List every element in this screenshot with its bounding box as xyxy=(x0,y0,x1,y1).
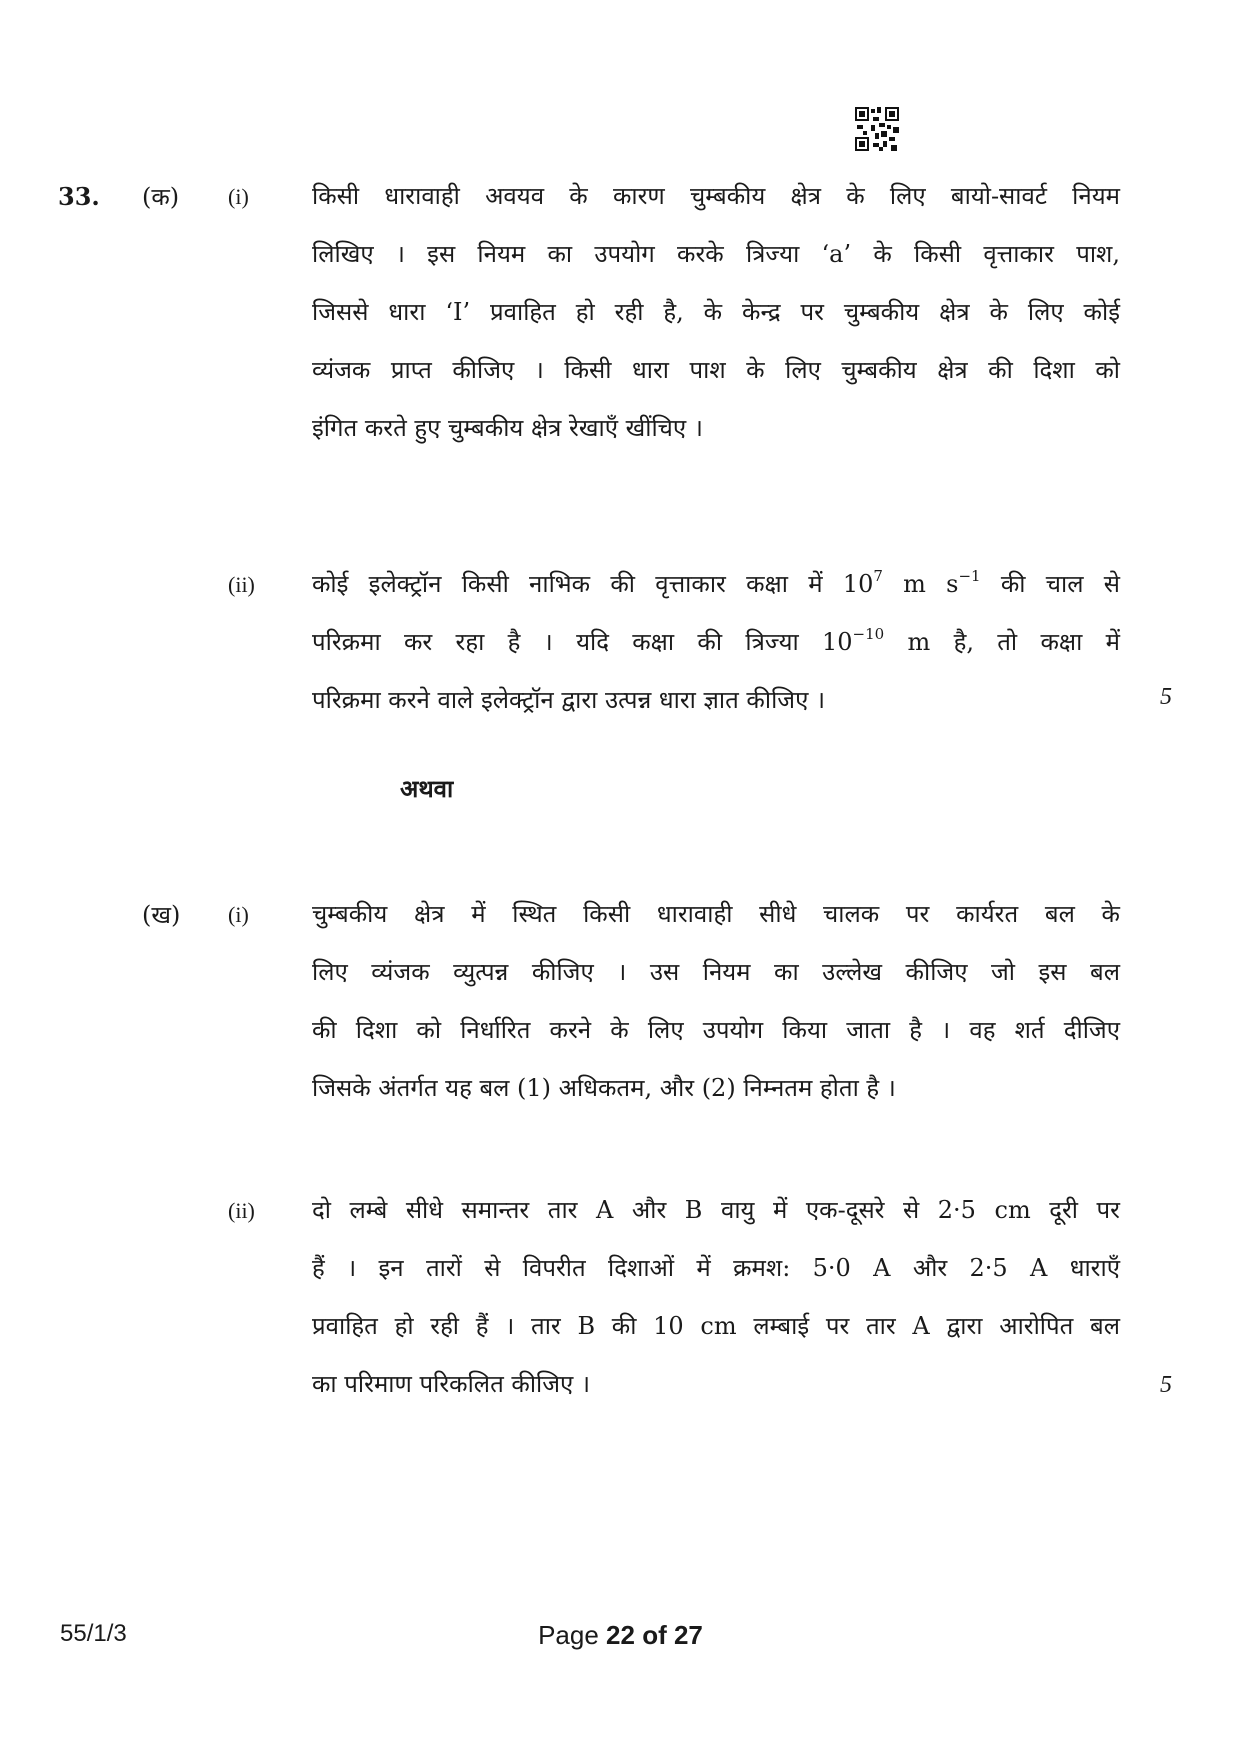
qr-code-icon xyxy=(855,107,899,151)
superscript: −1 xyxy=(958,567,981,585)
text-line: लिए व्यंजक व्युत्पन्न कीजिए । उस नियम का उल्लेख कीजिए जो इस बल xyxy=(312,958,1120,986)
text-line xyxy=(312,555,1120,613)
marks-part-a: 5 xyxy=(1160,684,1172,710)
text-line: का परिमाण परिकलित कीजिए । xyxy=(312,1370,591,1398)
paper-code: 55/1/3 xyxy=(60,1620,127,1647)
part-a-i-label: (i) xyxy=(228,184,249,209)
text-segment: कोई इलेक्ट्रॉन किसी नाभिक की वृत्ताकार कक्षा में 10 xyxy=(312,570,874,598)
page-number xyxy=(0,1620,1241,1651)
text-line xyxy=(312,613,1120,671)
part-b-i-label: (i) xyxy=(228,902,249,927)
text-segment: m है, तो कक्षा में xyxy=(884,628,1120,656)
text-line: हैं । इन तारों से विपरीत दिशाओं में क्रमश: 5·0 A और 2·5 A धाराएँ xyxy=(312,1254,1120,1282)
part-b-ii-label: (ii) xyxy=(228,1198,255,1223)
text-segment: की चाल से xyxy=(980,570,1120,598)
text-line: दो लम्बे सीधे समान्तर तार A और B वायु में एक-दूसरे से 2·5 cm दूरी पर xyxy=(312,1196,1120,1224)
part-b-ii-text xyxy=(312,1181,1120,1413)
text-line: जिसके अंतर्गत यह बल (1) अधिकतम, और (2) निम्नतम होता है । xyxy=(312,1074,896,1102)
question-number: 33. xyxy=(58,182,100,211)
text-segment: m s xyxy=(882,570,959,598)
part-a-ii-label: (ii) xyxy=(228,572,255,597)
text-line: परिक्रमा करने वाले इलेक्ट्रॉन द्वारा उत्पन्न धारा ज्ञात कीजिए । xyxy=(312,686,826,714)
superscript: −10 xyxy=(852,625,885,643)
text-line: लिखिए । इस नियम का उपयोग करके त्रिज्या ‘a’ के किसी वृत्ताकार पाश, xyxy=(312,240,1120,268)
marks-part-b: 5 xyxy=(1160,1372,1172,1398)
part-b-label: (ख) xyxy=(142,901,181,929)
page-of: of xyxy=(634,1620,674,1650)
text-segment: परिक्रमा कर रहा है । यदि कक्षा की त्रिज्या 10 xyxy=(312,628,853,656)
page-current: 22 xyxy=(606,1620,635,1650)
text-line: प्रवाहित हो रही हैं । तार B की 10 cm लम्बाई पर तार A द्वारा आरोपित बल xyxy=(312,1312,1120,1340)
text-line: चुम्बकीय क्षेत्र में स्थित किसी धारावाही सीधे चालक पर कार्यरत बल के xyxy=(312,900,1120,928)
text-line: जिससे धारा ‘I’ प्रवाहित हो रही है, के केन्द्र पर चुम्बकीय क्षेत्र के लिए कोई xyxy=(312,298,1120,326)
text-line: किसी धारावाही अवयव के कारण चुम्बकीय क्षेत्र के लिए बायो-सावर्ट नियम xyxy=(312,182,1120,210)
page-word: Page xyxy=(538,1620,607,1650)
part-b-i-text xyxy=(312,885,1120,1117)
text-line: व्यंजक प्राप्त कीजिए । किसी धारा पाश के लिए चुम्बकीय क्षेत्र की दिशा को xyxy=(312,356,1120,384)
text-line: इंगित करते हुए चुम्बकीय क्षेत्र रेखाएँ खींचिए । xyxy=(312,414,703,442)
part-a-label: (क) xyxy=(142,183,180,211)
part-a-ii-text xyxy=(312,555,1120,729)
part-a-i-text xyxy=(312,167,1120,457)
page-total: 27 xyxy=(673,1620,703,1650)
superscript: 7 xyxy=(873,567,883,585)
text-line: की दिशा को निर्धारित करने के लिए उपयोग किया जाता है । वह शर्त दीजिए xyxy=(312,1016,1120,1044)
or-separator: अथवा xyxy=(400,774,454,803)
